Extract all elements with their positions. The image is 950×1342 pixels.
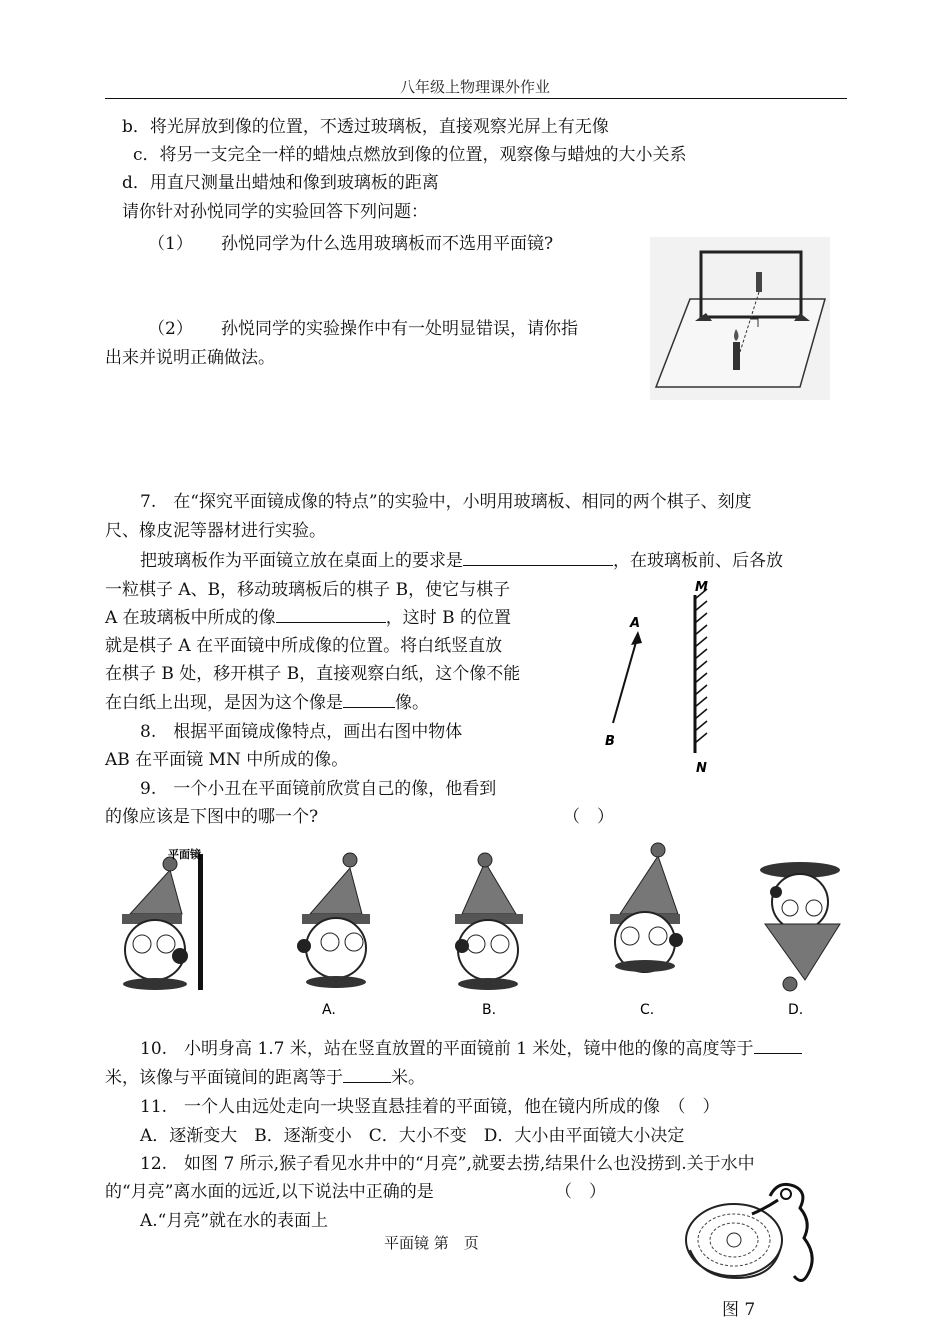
clown-option-c bbox=[610, 843, 683, 972]
mirror-ab-figure bbox=[595, 575, 725, 775]
page-header: 八年级上物理课外作业 bbox=[399, 78, 550, 96]
q2-text: 孙悦同学的实验操作中有一处明显错误，请你指 bbox=[221, 319, 578, 339]
p10-line2-start: 米，该像与平面镜间的距离等于 bbox=[105, 1068, 343, 1088]
p8-line2: AB 在平面镜 MN 中所成的像。 bbox=[105, 750, 349, 770]
label-b: B bbox=[605, 734, 615, 749]
q1-number: （1） bbox=[148, 234, 193, 254]
p7-line5-end: ，这时 B 的位置 bbox=[385, 608, 511, 628]
p7-line3 bbox=[140, 546, 783, 571]
answer-blank-placement[interactable] bbox=[463, 551, 613, 566]
answer-blank-image[interactable] bbox=[276, 608, 386, 623]
clown-option-d bbox=[760, 862, 840, 991]
p7-line3-end: ，在玻璃板前、后各放 bbox=[613, 551, 783, 571]
step-c: c．将另一支完全一样的蜡烛点燃放到像的位置，观察像与蜡烛的大小关系 bbox=[133, 145, 687, 165]
p7-line1: 7. 在“探究平面镜成像的特点”的实验中，小明用玻璃板、相同的两个棋子、刻度 bbox=[140, 492, 752, 512]
option-d-label: D. bbox=[788, 1002, 804, 1018]
p8-line1: 8. 根据平面镜成像特点，画出右图中物体 bbox=[140, 722, 463, 742]
header-rule bbox=[105, 98, 847, 99]
p7-line6: 就是棋子 A 在平面镜中所成像的位置。将白纸竖直放 bbox=[105, 636, 503, 656]
q1-text: 孙悦同学为什么选用玻璃板而不选用平面镜? bbox=[221, 234, 554, 254]
p7-line8-end: 像。 bbox=[395, 693, 429, 713]
p7-line2: 尺、橡皮泥等器材进行实验。 bbox=[105, 521, 326, 541]
answer-blank-height[interactable] bbox=[754, 1039, 802, 1054]
question-intro: 请你针对孙悦同学的实验回答下列问题： bbox=[122, 202, 428, 222]
p7-line5 bbox=[105, 603, 511, 628]
step-d: d．用直尺测量出蜡烛和像到玻璃板的距离 bbox=[122, 173, 439, 193]
step-b: b．将光屏放到像的位置，不透过玻璃板，直接观察光屏上有无像 bbox=[122, 117, 609, 137]
p10-line1 bbox=[140, 1034, 802, 1059]
label-n: N bbox=[696, 761, 707, 775]
p11-options: A．逐渐变大 B．逐渐变小 C．大小不变 D．大小由平面镜大小决定 bbox=[140, 1126, 685, 1146]
clown-original bbox=[122, 847, 203, 990]
q2-continued: 出来并说明正确做法。 bbox=[105, 348, 275, 368]
p7-line5-start: A 在玻璃板中所成的像 bbox=[105, 608, 276, 628]
p7-line4: 一粒棋子 A、B，移动玻璃板后的棋子 B，使它与棋子 bbox=[105, 580, 511, 600]
p11-question: 11. 一个人由远处走向一块竖直悬挂着的平面镜，他在镜内所成的像 （ ） bbox=[140, 1097, 720, 1117]
option-a-label: A. bbox=[322, 1002, 336, 1018]
label-m: M bbox=[695, 580, 708, 595]
p12-answer-bracket[interactable]: （ ） bbox=[555, 1182, 606, 1202]
clown-option-a bbox=[297, 853, 370, 988]
p9-line1: 9. 一个小丑在平面镜前欣赏自己的像，他看到 bbox=[140, 779, 497, 799]
candle-experiment-figure bbox=[650, 237, 830, 400]
option-c-label: C. bbox=[640, 1002, 655, 1018]
p7-line8 bbox=[105, 688, 429, 713]
clown-options-figure bbox=[100, 842, 850, 1022]
figure-7-caption: 图 7 bbox=[722, 1300, 756, 1320]
p9-line2: 的像应该是下图中的哪一个? bbox=[105, 807, 319, 827]
p10-line2 bbox=[105, 1063, 425, 1088]
page-footer: 平面镜 第 页 bbox=[384, 1234, 479, 1252]
p7-line8-start: 在白纸上出现，是因为这个像是 bbox=[105, 693, 343, 713]
p7-line7: 在棋子 B 处，移开棋子 B，直接观察白纸，这个像不能 bbox=[105, 664, 521, 684]
p10-line2-end: 米。 bbox=[391, 1068, 425, 1088]
p12-option-a: A.“月亮”就在水的表面上 bbox=[140, 1211, 329, 1231]
clown-option-b bbox=[455, 853, 523, 990]
answer-blank-image-type[interactable] bbox=[343, 693, 395, 708]
q2-number: （2） bbox=[148, 319, 193, 339]
answer-blank-distance[interactable] bbox=[343, 1068, 391, 1083]
p12-line2: 的“月亮”离水面的远近,以下说法中正确的是 bbox=[105, 1182, 434, 1202]
p10-line1-text: 10. 小明身高 1.7 米，站在竖直放置的平面镜前 1 米处，镜中他的像的高度等于 bbox=[140, 1039, 754, 1059]
p12-line1: 12. 如图 7 所示,猴子看见水井中的“月亮”,就要去捞,结果什么也没捞到.关于水中 bbox=[140, 1154, 755, 1174]
label-a: A bbox=[630, 616, 641, 631]
monkey-well-figure bbox=[682, 1178, 832, 1293]
p7-line3-start: 把玻璃板作为平面镜立放在桌面上的要求是 bbox=[140, 551, 463, 571]
option-b-label: B. bbox=[482, 1002, 497, 1018]
p9-answer-bracket[interactable]: （ ） bbox=[563, 807, 614, 827]
mirror-label: 平面镜 bbox=[168, 848, 201, 861]
